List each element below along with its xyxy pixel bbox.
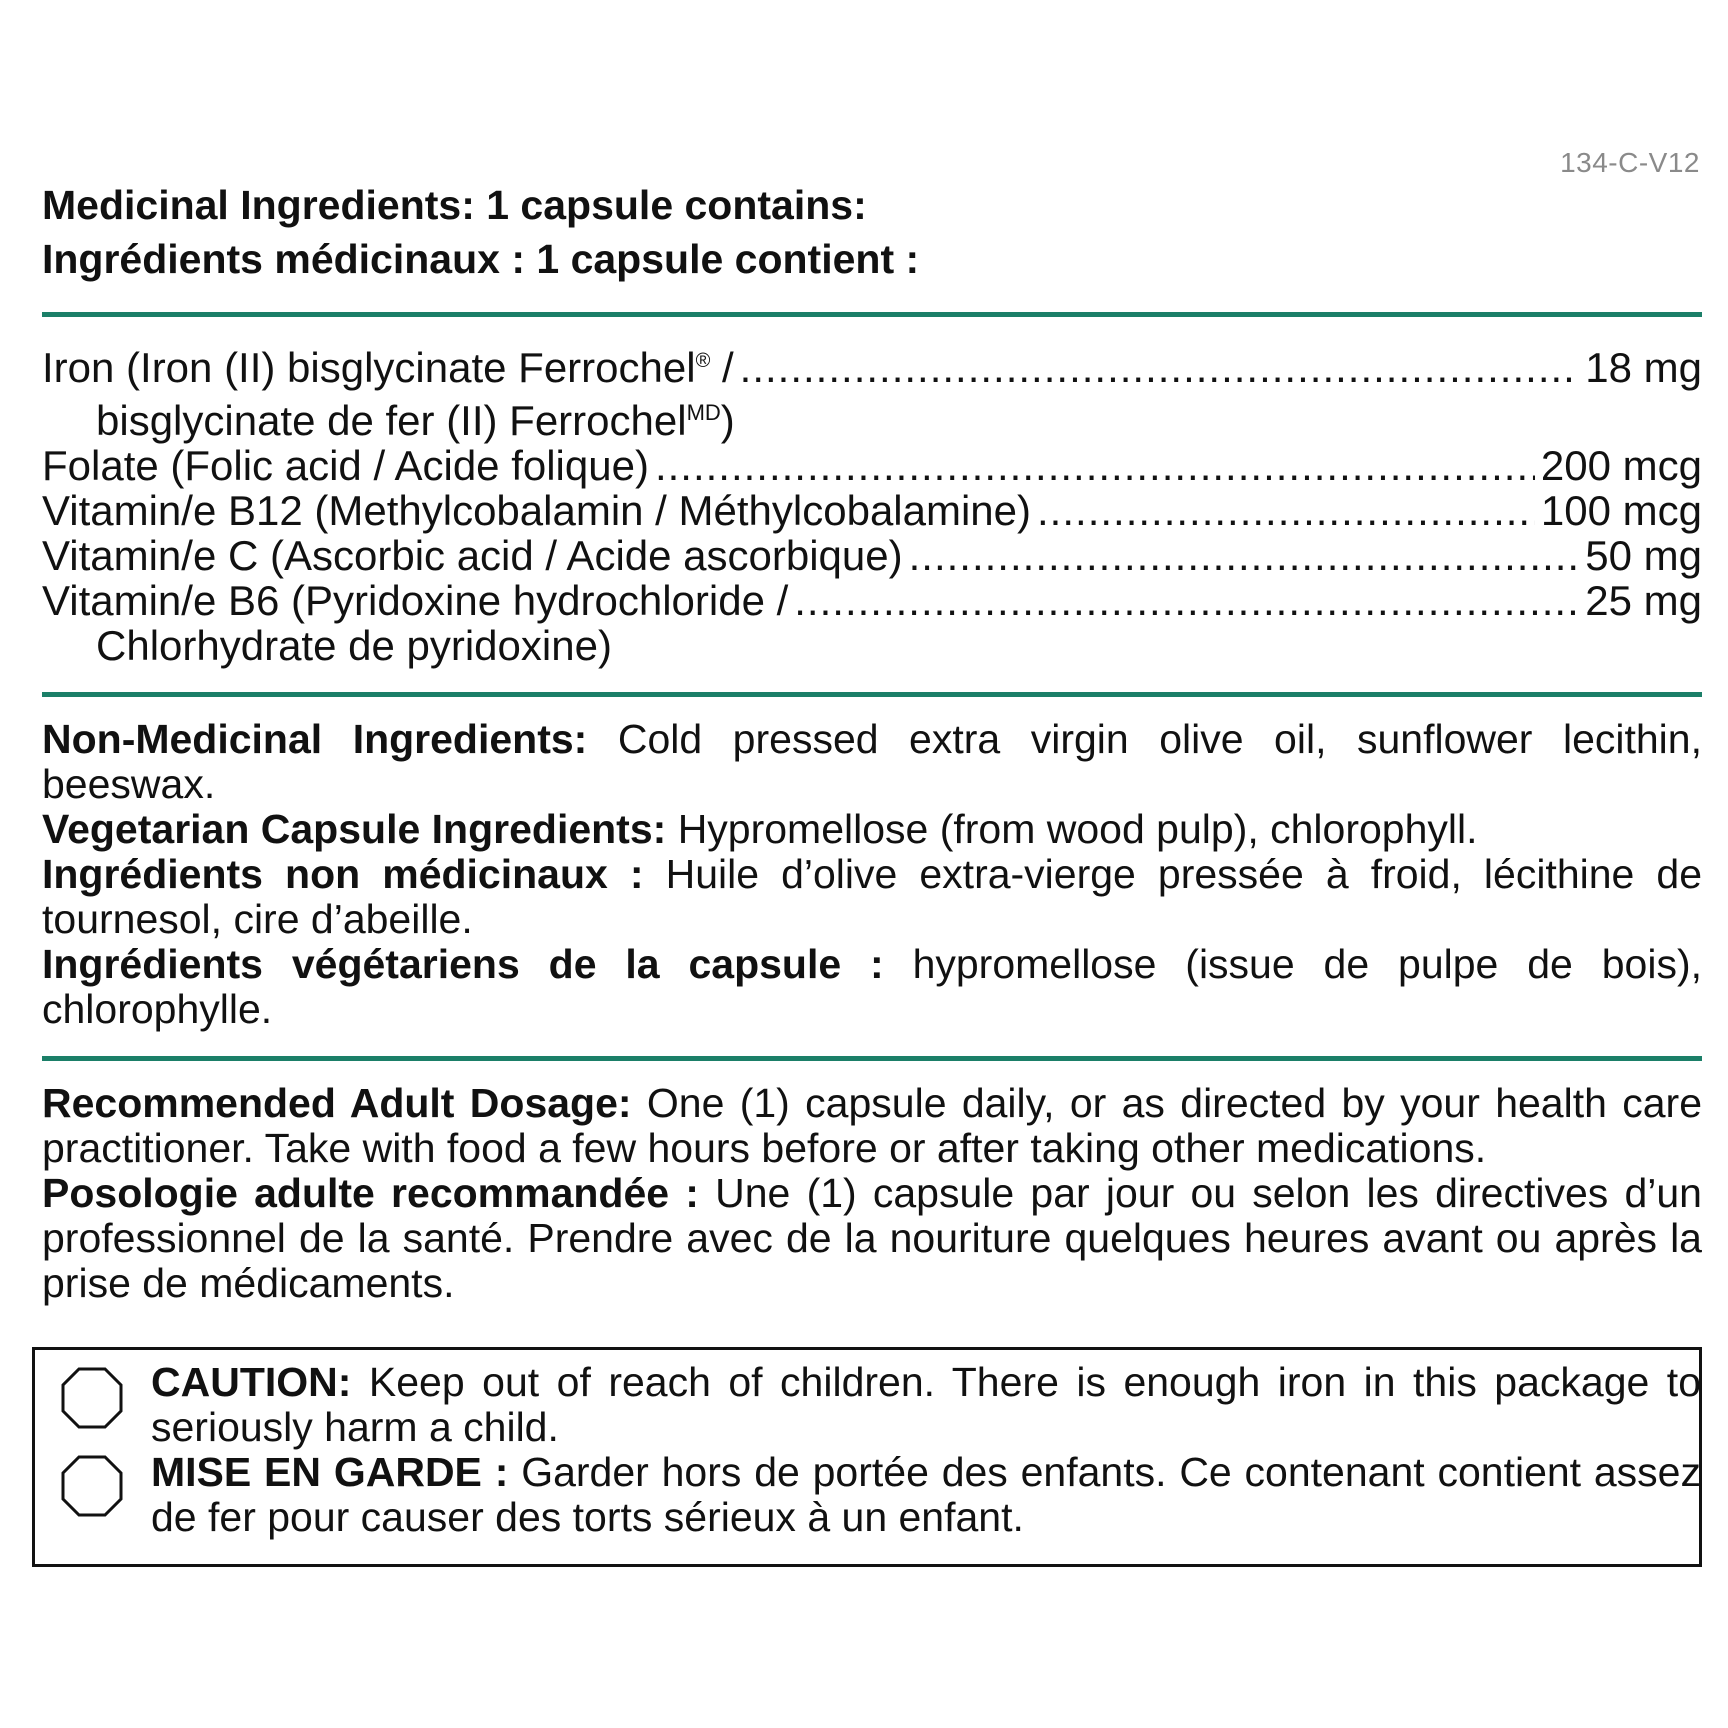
caution-label: MISE EN GARDE : (151, 1449, 509, 1495)
ingredient-folate (42, 443, 1702, 488)
caution-label: CAUTION: (151, 1359, 352, 1405)
divider (42, 1056, 1702, 1061)
title-en: Medicinal Ingredients: 1 capsule contains: (42, 182, 867, 228)
ingredient-amount: 18 mg (1585, 344, 1702, 391)
ingredient-b12 (42, 488, 1702, 533)
divider (42, 312, 1702, 317)
dot-leader (794, 578, 1579, 623)
ingredient-name-suffix: / (710, 344, 734, 391)
ingredient-name: Iron (Iron (II) bisglycinate Ferrochel (42, 344, 696, 391)
ingredient-subname-suffix: ) (720, 397, 735, 444)
ingredient-vitamin-c (42, 533, 1702, 578)
section-text: Huile d’olive extra-vierge pressée à froid, lécithine de tournesol, cire d’abeille. (42, 851, 1703, 942)
dosage-en (42, 1081, 1702, 1171)
ingredient-iron (42, 339, 1702, 443)
dot-leader (740, 345, 1580, 390)
ingredient-amount: 100 mcg (1540, 487, 1702, 534)
non-medicinal-fr (42, 852, 1702, 942)
octagon-icon (61, 1455, 123, 1517)
dot-leader (655, 443, 1535, 488)
non-medicinal-en (42, 717, 1702, 807)
registered-mark: ® (695, 350, 711, 372)
ingredient-name: Vitamin/e B12 (Methylcobalamin / Méthylcobalamine) (42, 487, 1032, 534)
section-text: Une (1) capsule par jour ou selon les directives d’un professionnel de la santé. Prendre avec de la nouriture quelques heures avant ou après la prise de médicaments. (42, 1170, 1702, 1306)
title-fr: Ingrédients médicinaux : 1 capsule contient : (42, 236, 920, 282)
ingredient-amount: 50 mg (1585, 532, 1702, 579)
section-label: Ingrédients non médicinaux : (42, 851, 644, 897)
ingredient-subname: Chlorhydrate de pyridoxine) (96, 622, 612, 669)
caution-fr (151, 1450, 1701, 1540)
caution-box (32, 1347, 1702, 1567)
caution-text: Keep out of reach of children. There is enough iron in this package to seriously harm a child. (151, 1359, 1701, 1450)
capsule-ingredients-fr (42, 942, 1702, 1032)
ingredient-amount: 25 mg (1585, 577, 1702, 624)
product-code: 134-C-V12 (1560, 147, 1700, 178)
section-text: hypromellose (issue de pulpe de bois), chlorophylle. (42, 941, 1702, 1032)
medicinal-ingredients-list (42, 339, 1702, 668)
section-label: Vegetarian Capsule Ingredients: (42, 806, 667, 852)
dot-leader (1037, 488, 1535, 533)
caution-en (151, 1360, 1701, 1450)
ingredient-name: Vitamin/e C (Ascorbic acid / Acide ascorbique) (42, 532, 903, 579)
section-text: Hypromellose (from wood pulp), chlorophyll. (666, 806, 1478, 852)
section-text: Cold pressed extra virgin olive oil, sunflower lecithin, beeswax. (42, 716, 1702, 807)
label-content (42, 178, 1702, 1306)
divider (42, 692, 1702, 697)
ingredient-subname: bisglycinate de fer (II) Ferrochel (96, 397, 687, 444)
section-text: One (1) capsule daily, or as directed by your health care practitioner. Take with food a few hours before or after taking other medications. (42, 1080, 1702, 1171)
ingredient-name: Vitamin/e B6 (Pyridoxine hydrochloride / (42, 577, 789, 624)
ingredient-amount: 200 mcg (1540, 442, 1702, 489)
section-label: Recommended Adult Dosage: (42, 1080, 632, 1126)
dot-leader (909, 533, 1580, 578)
non-medicinal-section (42, 717, 1702, 1032)
caution-text: Garder hors de portée des enfants. Ce contenant contient assez de fer pour causer des torts sérieux à un enfant. (151, 1449, 1701, 1540)
dosage-section (42, 1081, 1702, 1306)
capsule-ingredients-en (42, 807, 1702, 852)
dosage-fr (42, 1171, 1702, 1306)
ingredient-name: Folate (Folic acid / Acide folique) (42, 442, 649, 489)
md-mark: MD (686, 400, 721, 425)
octagon-icon (61, 1367, 123, 1429)
section-label: Ingrédients végétariens de la capsule : (42, 941, 884, 987)
ingredient-b6 (42, 578, 1702, 668)
section-label: Non-Medicinal Ingredients: (42, 716, 588, 762)
section-label: Posologie adulte recommandée : (42, 1170, 699, 1216)
